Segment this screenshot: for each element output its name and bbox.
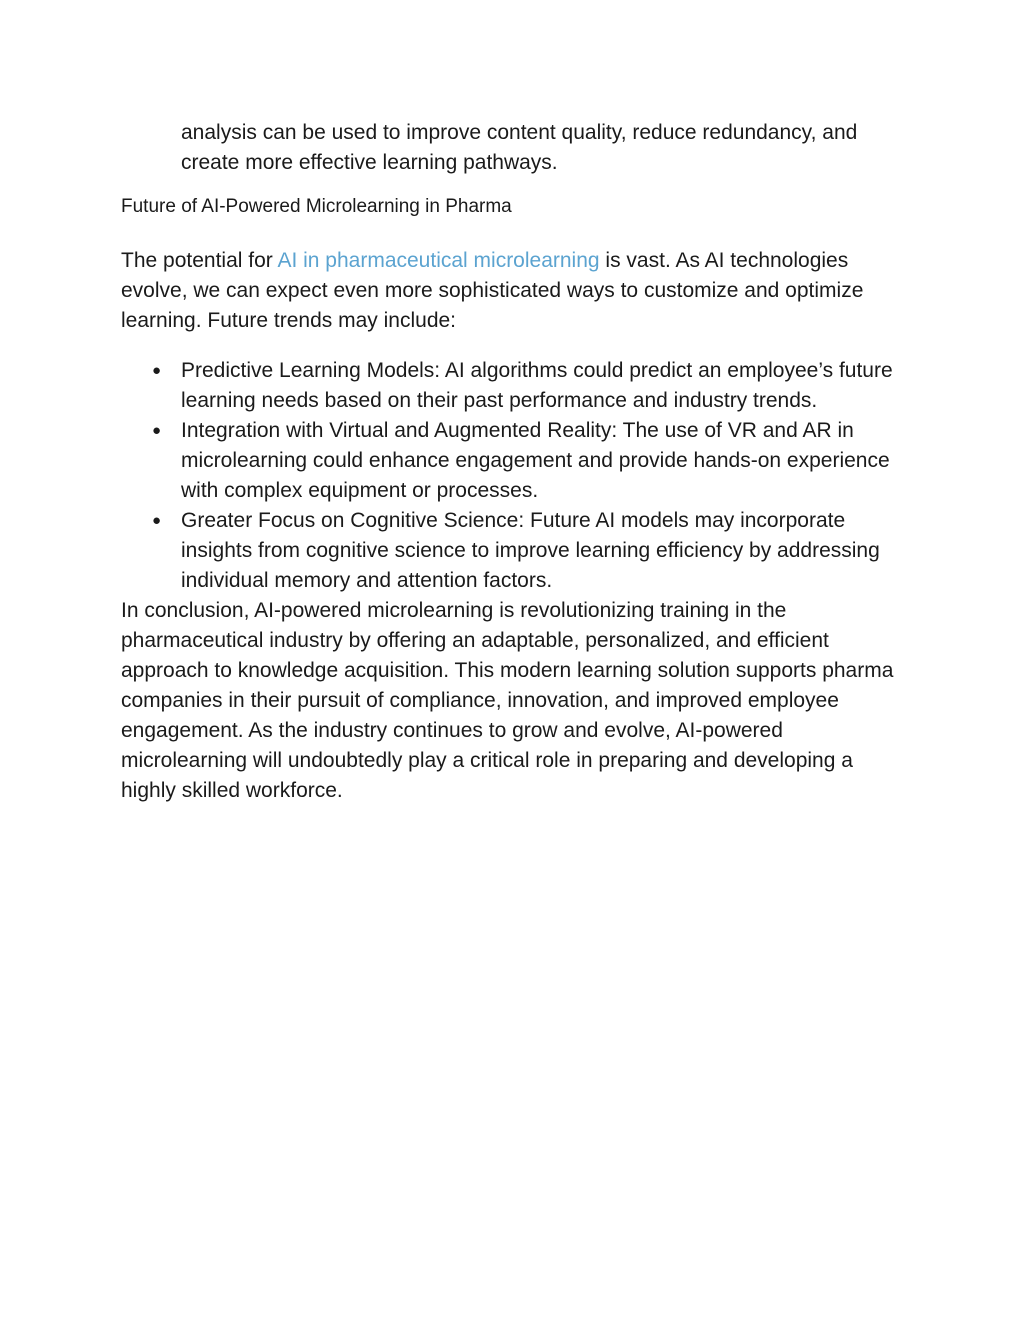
conclusion-paragraph: In conclusion, AI-powered microlearning is revolutionizing training in the pharmaceutical industry by offering an adaptable, personalized, and efficient approach to knowledge acquisition. This modern learning solution supports pharma companies in their pursuit of compliance, innovation, and improved employee engagement. As the industry continues to grow and evolve, AI-powered microlearning will undoubtedly play a critical role in preparing and developing a highly skilled workforce. <box>121 599 894 802</box>
section-heading: Future of AI-Powered Microlearning in Pharma <box>121 196 512 217</box>
intro-paragraph <box>121 246 911 336</box>
list-item <box>121 416 911 506</box>
list-item-text: Integration with Virtual and Augmented Reality: The use of VR and AR in microlearning could enhance engagement and provide hands-on experience with complex equipment or processes. <box>181 419 890 502</box>
future-trends-list <box>121 356 911 596</box>
list-item-text: Predictive Learning Models: AI algorithms could predict an employee’s future learning needs based on their past performance and industry trends. <box>181 359 893 412</box>
list-item <box>121 506 911 596</box>
continuation-paragraph: analysis can be used to improve content quality, reduce redundancy, and create more effective learning pathways. <box>181 121 858 174</box>
list-item <box>121 356 911 416</box>
bullet-icon: ● <box>152 512 162 529</box>
intro-text-after-link: is vast. As AI technologies evolve, we can expect even more sophisticated ways to customize and optimize learning. Future trends may include: <box>121 249 864 332</box>
ai-microlearning-link[interactable]: AI in pharmaceutical microlearning <box>277 249 600 272</box>
bullet-icon: ● <box>152 362 162 379</box>
intro-text-before-link: The potential for <box>121 249 278 272</box>
bullet-icon: ● <box>152 422 162 439</box>
document-page <box>121 118 911 806</box>
list-item-text: Greater Focus on Cognitive Science: Future AI models may incorporate insights from cognitive science to improve learning efficiency by addressing individual memory and attention factors. <box>181 509 880 592</box>
